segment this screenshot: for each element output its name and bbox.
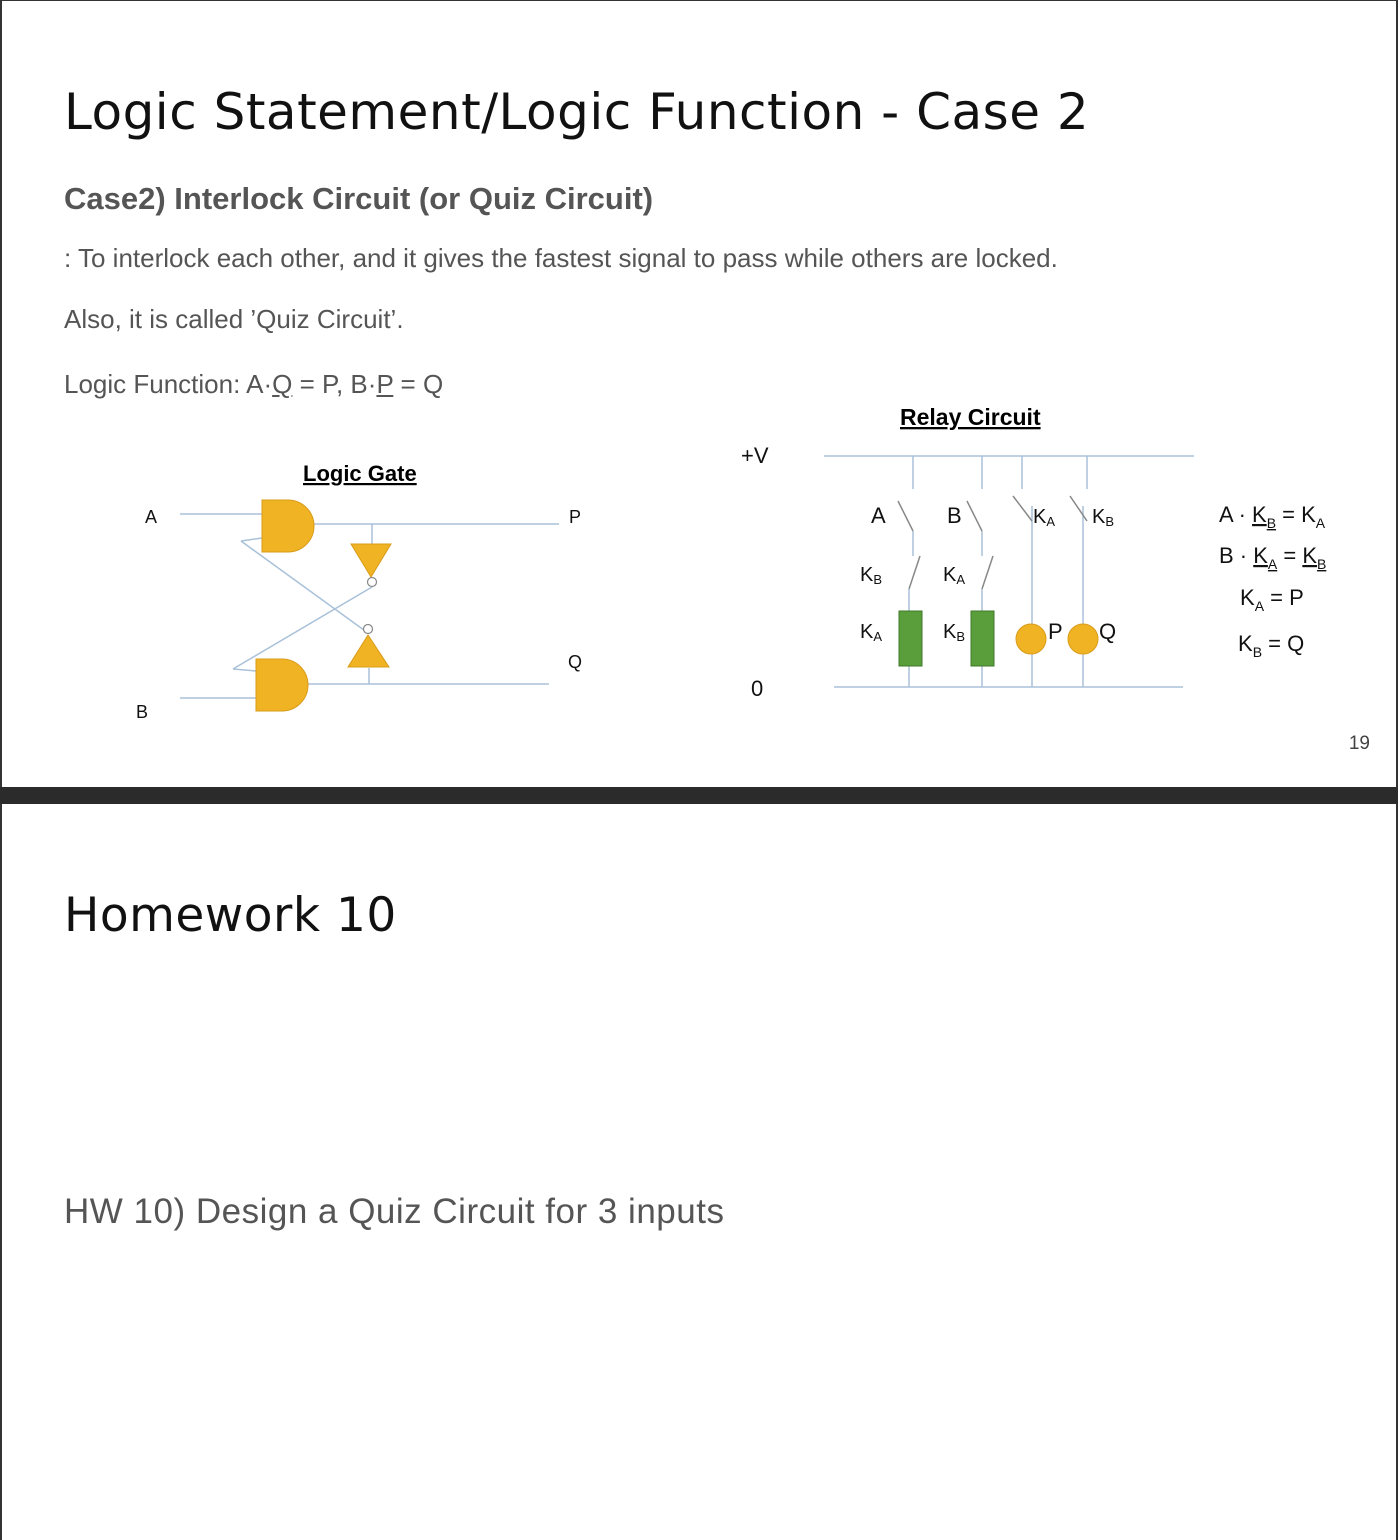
logic-gate-heading: Logic Gate <box>303 461 417 486</box>
equation-3: $K_A = P$ <box>1240 585 1304 614</box>
case-subtitle: Case2) Interlock Circuit (or Quiz Circuit) <box>64 181 654 216</box>
logic-function-suffix: = Q <box>393 369 444 399</box>
lamp-q-label: Q <box>1099 619 1117 644</box>
lamp-p <box>1016 624 1046 654</box>
relay-circuit-heading: Relay Circuit <box>900 404 1041 430</box>
supply-label: +V <box>741 443 769 468</box>
switch-contacts <box>898 496 1087 589</box>
switch-a-label: A <box>871 503 886 528</box>
switch-b-label: B <box>947 503 962 528</box>
contact-kb-top-label: KB <box>1092 506 1115 529</box>
relay-coil-kb <box>971 611 994 666</box>
slide-divider <box>0 787 1398 804</box>
homework-assignment: HW 10) Design a Quiz Circuit for 3 inputs <box>64 1192 725 1231</box>
logic-function-prefix: Logic Function: A· <box>64 369 273 399</box>
description-line-1: : To interlock each other, and it gives the fastest signal to pass while others are locked. <box>64 243 1058 273</box>
relay-coil-ka <box>899 611 922 666</box>
contact-kb-mid-label: KB <box>860 564 883 587</box>
relay-circuit-diagram <box>2 1 1396 787</box>
gate-input-b-label: B <box>136 702 149 722</box>
lamp-q <box>1068 624 1098 654</box>
gate-output-q-label: Q <box>568 652 583 672</box>
equation-4: $K_B = Q$ <box>1238 631 1305 660</box>
logic-function-term-p-bar: P <box>376 369 394 399</box>
lamp-p-label: P <box>1048 619 1063 644</box>
slide-title: Logic Statement/Logic Function - Case 2 <box>64 83 1090 141</box>
description-line-2: Also, it is called ’Quiz Circuit’. <box>64 304 404 334</box>
equation-2: $B \cdot K_A = K_B$ <box>1219 543 1327 572</box>
page-number: 19 <box>1348 733 1370 754</box>
gate-output-p-label: P <box>569 507 582 527</box>
slide-title: Homework 10 <box>64 888 397 943</box>
logic-function-term-q-bar: Q <box>272 369 293 399</box>
contact-ka-mid-label: KA <box>943 564 966 587</box>
ground-label: 0 <box>751 676 764 701</box>
slide-20 <box>0 804 1398 1540</box>
coil-kb-label: KB <box>943 621 966 644</box>
contact-ka-top-label: KA <box>1033 506 1056 529</box>
logic-function-middle: = P, B· <box>292 369 377 399</box>
coil-ka-label: KA <box>860 621 883 644</box>
equation-1: $A \cdot K_B = K_A$ <box>1219 502 1326 531</box>
gate-input-a-label: A <box>145 507 158 527</box>
